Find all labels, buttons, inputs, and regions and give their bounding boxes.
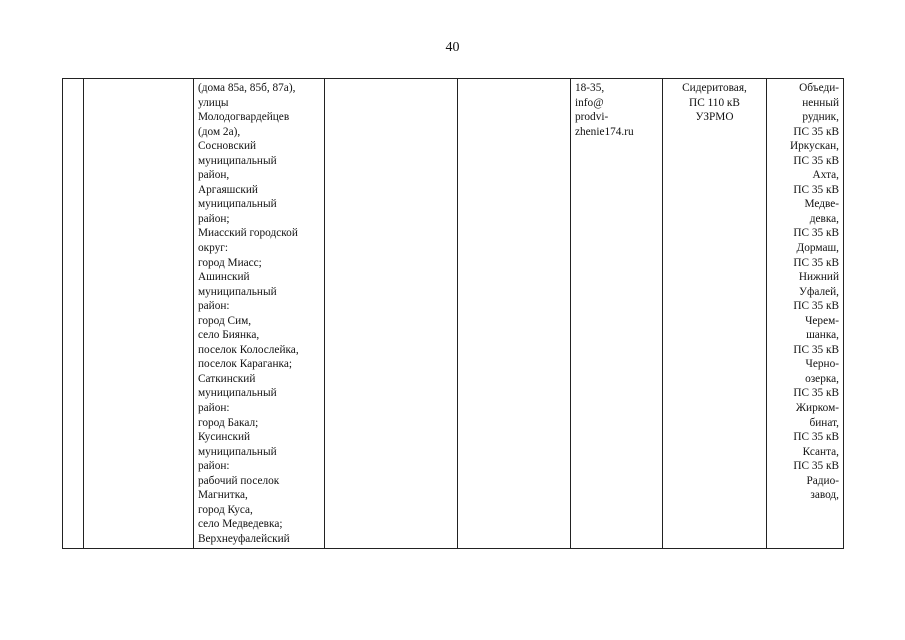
connected-substation-line: ПС 35 кВ [793, 300, 839, 313]
address-line: Кусинский [198, 431, 251, 444]
contact-line: info@ [575, 96, 604, 109]
address-line: район: [198, 460, 230, 473]
connected-substation-line: Радио- [806, 474, 839, 487]
address-line: село Медведевка; [198, 518, 283, 531]
connected-substation-line: ПС 35 кВ [793, 227, 839, 240]
address-line: (дома 85а, 85б, 87а), [198, 82, 296, 94]
document-table [62, 78, 844, 549]
address-line: муниципальный [198, 387, 277, 400]
connected-substation-line: рудник, [802, 111, 839, 124]
address-line: район: [198, 402, 230, 415]
substation-line: УЗРМО [695, 111, 734, 124]
connected-substation-line: ненный [802, 96, 839, 109]
address-line: улицы [198, 96, 229, 109]
address-line: Верхнеуфалейский [198, 532, 290, 545]
connected-substation-line: озерка, [805, 372, 839, 385]
connected-substation-line: Черем- [805, 314, 839, 327]
contact-cell [571, 79, 663, 549]
connected-substation-line: Медве- [804, 198, 839, 211]
connected-substation-line: шанка, [806, 329, 839, 342]
address-line: Аргаяшский [198, 183, 258, 196]
connected-substation-line: Черно- [805, 358, 839, 371]
substation-cell [663, 79, 767, 549]
address-line: Ашинский [198, 271, 250, 284]
address-line: район; [198, 212, 230, 225]
address-line: муниципальный [198, 198, 277, 211]
connected-substation-line: ПС 35 кВ [793, 460, 839, 473]
address-line: село Биянка, [198, 329, 260, 342]
page-number: 40 [445, 40, 460, 55]
connected-substations-cell [767, 79, 844, 549]
table-row [63, 79, 844, 549]
address-cell [194, 79, 325, 549]
connected-substation-line: Уфалей, [799, 285, 839, 298]
address-line: город Бакал; [198, 416, 259, 429]
connected-substation-line: бинат, [809, 416, 839, 429]
empty-cell-b [458, 79, 571, 549]
contact-line: 18-35, [575, 82, 605, 94]
address-line: (дом 2а), [198, 125, 241, 138]
connected-substation-line: Объеди- [799, 82, 839, 94]
connected-substation-line: Ксанта, [802, 445, 839, 458]
address-line: Сосновский [198, 140, 257, 153]
connected-substation-line: Жирком- [795, 402, 839, 415]
connected-substation-line: Нижний [798, 271, 839, 284]
address-line: Магнитка, [198, 489, 248, 502]
substation-line: ПС 110 кВ [689, 96, 740, 109]
connected-substation-line: Дормаш, [796, 242, 839, 255]
address-line: поселок Караганка; [198, 358, 292, 371]
connected-substation-line: Иркускан, [790, 140, 839, 153]
substation-line: Сидеритовая, [682, 82, 747, 94]
address-line: Миасский городской [198, 227, 298, 240]
address-line: Молодогвардейцев [198, 111, 290, 124]
empty-cell-a [325, 79, 458, 549]
contact-line: zhenie174.ru [575, 125, 634, 138]
connected-substation-line: ПС 35 кВ [793, 183, 839, 196]
connected-substation-line: ПС 35 кВ [793, 431, 839, 444]
connected-substation-line: девка, [809, 212, 839, 225]
address-line: муниципальный [198, 154, 277, 167]
connected-substation-line: Ахта, [812, 169, 839, 182]
address-line: рабочий поселок [198, 474, 280, 487]
connected-substation-line: ПС 35 кВ [793, 125, 839, 138]
address-line: муниципальный [198, 285, 277, 298]
address-line: город Куса, [198, 503, 253, 516]
address-line: город Сим, [198, 314, 252, 327]
empty-cell-index [63, 79, 84, 549]
connected-substation-line: ПС 35 кВ [793, 387, 839, 400]
empty-cell-name [84, 79, 194, 549]
address-line: Саткинский [198, 372, 256, 385]
connected-substation-line: завод, [810, 489, 839, 502]
address-line: город Миасс; [198, 256, 262, 269]
address-line: поселок Колослейка, [198, 343, 299, 356]
connected-substation-line: ПС 35 кВ [793, 343, 839, 356]
address-line: район: [198, 300, 230, 313]
address-line: округ: [198, 242, 229, 255]
connected-substation-line: ПС 35 кВ [793, 154, 839, 167]
connected-substation-line: ПС 35 кВ [793, 256, 839, 269]
contact-line: prodvi- [575, 111, 609, 124]
address-line: район, [198, 169, 230, 182]
address-line: муниципальный [198, 445, 277, 458]
